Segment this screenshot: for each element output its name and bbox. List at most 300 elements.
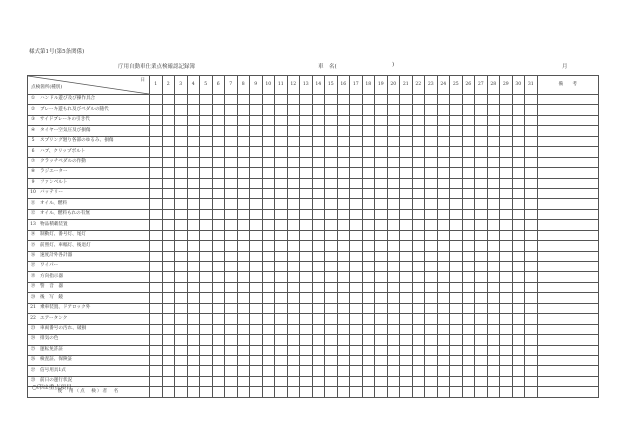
check-cell[interactable] [325, 178, 338, 188]
check-cell[interactable] [262, 209, 275, 219]
check-cell[interactable] [200, 178, 213, 188]
check-cell[interactable] [250, 241, 263, 251]
check-cell[interactable] [387, 282, 400, 292]
check-cell[interactable] [237, 376, 250, 386]
check-cell[interactable] [237, 178, 250, 188]
check-cell[interactable] [525, 230, 538, 240]
check-cell[interactable] [425, 157, 438, 167]
check-cell[interactable] [187, 95, 200, 105]
check-cell[interactable] [187, 251, 200, 261]
check-cell[interactable] [162, 209, 175, 219]
check-cell[interactable] [362, 272, 375, 282]
check-cell[interactable] [187, 345, 200, 355]
check-cell[interactable] [512, 95, 525, 105]
check-cell[interactable] [437, 178, 450, 188]
check-cell[interactable] [487, 335, 500, 345]
check-cell[interactable] [287, 136, 300, 146]
check-cell[interactable] [425, 345, 438, 355]
check-cell[interactable] [175, 136, 188, 146]
check-cell[interactable] [337, 199, 350, 209]
check-cell[interactable] [325, 220, 338, 230]
check-cell[interactable] [437, 230, 450, 240]
check-cell[interactable] [150, 303, 163, 313]
check-cell[interactable] [150, 220, 163, 230]
check-cell[interactable] [225, 147, 238, 157]
check-cell[interactable] [525, 178, 538, 188]
check-cell[interactable] [262, 262, 275, 272]
check-cell[interactable] [450, 95, 463, 105]
check-cell[interactable] [450, 199, 463, 209]
check-cell[interactable] [212, 345, 225, 355]
check-cell[interactable] [200, 293, 213, 303]
check-cell[interactable] [300, 345, 313, 355]
check-cell[interactable] [425, 303, 438, 313]
check-cell[interactable] [250, 303, 263, 313]
check-cell[interactable] [325, 95, 338, 105]
check-cell[interactable] [275, 262, 288, 272]
inspector-signature-cell[interactable] [412, 387, 425, 397]
check-cell[interactable] [525, 241, 538, 251]
check-cell[interactable] [175, 178, 188, 188]
check-cell[interactable] [262, 115, 275, 125]
check-cell[interactable] [325, 303, 338, 313]
check-cell[interactable] [150, 147, 163, 157]
check-cell[interactable] [387, 188, 400, 198]
check-cell[interactable] [212, 209, 225, 219]
check-cell[interactable] [375, 262, 388, 272]
check-cell[interactable] [512, 376, 525, 386]
check-cell[interactable] [387, 157, 400, 167]
check-cell[interactable] [225, 241, 238, 251]
check-cell[interactable] [500, 168, 513, 178]
check-cell[interactable] [412, 366, 425, 376]
check-cell[interactable] [325, 126, 338, 136]
remarks-cell[interactable] [537, 157, 599, 167]
check-cell[interactable] [287, 324, 300, 334]
check-cell[interactable] [512, 262, 525, 272]
check-cell[interactable] [450, 157, 463, 167]
inspector-signature-cell[interactable] [475, 387, 488, 397]
check-cell[interactable] [162, 262, 175, 272]
check-cell[interactable] [325, 105, 338, 115]
check-cell[interactable] [450, 147, 463, 157]
check-cell[interactable] [175, 115, 188, 125]
check-cell[interactable] [412, 345, 425, 355]
check-cell[interactable] [487, 303, 500, 313]
check-cell[interactable] [462, 168, 475, 178]
check-cell[interactable] [250, 262, 263, 272]
check-cell[interactable] [312, 105, 325, 115]
check-cell[interactable] [150, 157, 163, 167]
check-cell[interactable] [462, 324, 475, 334]
check-cell[interactable] [350, 376, 363, 386]
check-cell[interactable] [350, 126, 363, 136]
inspector-signature-cell[interactable] [525, 387, 538, 397]
check-cell[interactable] [187, 282, 200, 292]
check-cell[interactable] [400, 178, 413, 188]
check-cell[interactable] [162, 136, 175, 146]
check-cell[interactable] [437, 366, 450, 376]
check-cell[interactable] [437, 262, 450, 272]
check-cell[interactable] [262, 199, 275, 209]
check-cell[interactable] [375, 272, 388, 282]
check-cell[interactable] [175, 251, 188, 261]
check-cell[interactable] [500, 335, 513, 345]
check-cell[interactable] [250, 199, 263, 209]
check-cell[interactable] [387, 220, 400, 230]
check-cell[interactable] [450, 241, 463, 251]
check-cell[interactable] [425, 126, 438, 136]
check-cell[interactable] [187, 272, 200, 282]
check-cell[interactable] [350, 324, 363, 334]
check-cell[interactable] [412, 335, 425, 345]
check-cell[interactable] [162, 355, 175, 365]
check-cell[interactable] [250, 272, 263, 282]
check-cell[interactable] [200, 168, 213, 178]
check-cell[interactable] [262, 355, 275, 365]
check-cell[interactable] [425, 147, 438, 157]
check-cell[interactable] [487, 272, 500, 282]
check-cell[interactable] [175, 272, 188, 282]
check-cell[interactable] [500, 241, 513, 251]
check-cell[interactable] [162, 345, 175, 355]
check-cell[interactable] [200, 126, 213, 136]
check-cell[interactable] [525, 168, 538, 178]
check-cell[interactable] [162, 147, 175, 157]
check-cell[interactable] [237, 188, 250, 198]
check-cell[interactable] [437, 168, 450, 178]
check-cell[interactable] [212, 199, 225, 209]
check-cell[interactable] [350, 115, 363, 125]
check-cell[interactable] [400, 126, 413, 136]
check-cell[interactable] [287, 105, 300, 115]
remarks-cell[interactable] [537, 262, 599, 272]
check-cell[interactable] [250, 188, 263, 198]
check-cell[interactable] [375, 147, 388, 157]
check-cell[interactable] [337, 355, 350, 365]
check-cell[interactable] [412, 95, 425, 105]
check-cell[interactable] [162, 282, 175, 292]
check-cell[interactable] [200, 157, 213, 167]
check-cell[interactable] [525, 188, 538, 198]
check-cell[interactable] [475, 262, 488, 272]
check-cell[interactable] [412, 230, 425, 240]
check-cell[interactable] [462, 115, 475, 125]
check-cell[interactable] [262, 303, 275, 313]
check-cell[interactable] [362, 262, 375, 272]
check-cell[interactable] [150, 126, 163, 136]
check-cell[interactable] [475, 293, 488, 303]
check-cell[interactable] [512, 282, 525, 292]
check-cell[interactable] [525, 157, 538, 167]
check-cell[interactable] [200, 345, 213, 355]
check-cell[interactable] [437, 272, 450, 282]
check-cell[interactable] [375, 303, 388, 313]
check-cell[interactable] [287, 282, 300, 292]
check-cell[interactable] [287, 251, 300, 261]
check-cell[interactable] [412, 209, 425, 219]
check-cell[interactable] [175, 168, 188, 178]
check-cell[interactable] [212, 95, 225, 105]
check-cell[interactable] [400, 251, 413, 261]
check-cell[interactable] [187, 366, 200, 376]
check-cell[interactable] [275, 220, 288, 230]
check-cell[interactable] [362, 345, 375, 355]
check-cell[interactable] [362, 168, 375, 178]
check-cell[interactable] [237, 147, 250, 157]
check-cell[interactable] [525, 282, 538, 292]
check-cell[interactable] [412, 293, 425, 303]
check-cell[interactable] [525, 105, 538, 115]
check-cell[interactable] [375, 241, 388, 251]
check-cell[interactable] [362, 147, 375, 157]
check-cell[interactable] [512, 314, 525, 324]
check-cell[interactable] [462, 303, 475, 313]
check-cell[interactable] [225, 115, 238, 125]
check-cell[interactable] [300, 105, 313, 115]
check-cell[interactable] [250, 230, 263, 240]
check-cell[interactable] [150, 105, 163, 115]
check-cell[interactable] [462, 376, 475, 386]
check-cell[interactable] [312, 376, 325, 386]
check-cell[interactable] [387, 376, 400, 386]
check-cell[interactable] [375, 324, 388, 334]
check-cell[interactable] [512, 241, 525, 251]
check-cell[interactable] [237, 314, 250, 324]
check-cell[interactable] [500, 220, 513, 230]
check-cell[interactable] [437, 335, 450, 345]
check-cell[interactable] [325, 272, 338, 282]
check-cell[interactable] [475, 126, 488, 136]
remarks-cell[interactable] [537, 376, 599, 386]
check-cell[interactable] [225, 209, 238, 219]
check-cell[interactable] [525, 272, 538, 282]
check-cell[interactable] [475, 105, 488, 115]
check-cell[interactable] [275, 241, 288, 251]
check-cell[interactable] [262, 136, 275, 146]
check-cell[interactable] [425, 324, 438, 334]
check-cell[interactable] [200, 282, 213, 292]
check-cell[interactable] [375, 251, 388, 261]
check-cell[interactable] [262, 272, 275, 282]
check-cell[interactable] [250, 168, 263, 178]
check-cell[interactable] [212, 314, 225, 324]
check-cell[interactable] [212, 272, 225, 282]
check-cell[interactable] [287, 272, 300, 282]
check-cell[interactable] [225, 251, 238, 261]
check-cell[interactable] [412, 262, 425, 272]
check-cell[interactable] [412, 220, 425, 230]
check-cell[interactable] [250, 324, 263, 334]
check-cell[interactable] [337, 241, 350, 251]
check-cell[interactable] [237, 324, 250, 334]
check-cell[interactable] [487, 376, 500, 386]
check-cell[interactable] [400, 303, 413, 313]
remarks-cell[interactable] [537, 324, 599, 334]
remarks-cell[interactable] [537, 168, 599, 178]
check-cell[interactable] [462, 147, 475, 157]
check-cell[interactable] [500, 262, 513, 272]
check-cell[interactable] [412, 178, 425, 188]
check-cell[interactable] [212, 335, 225, 345]
check-cell[interactable] [300, 272, 313, 282]
check-cell[interactable] [150, 241, 163, 251]
check-cell[interactable] [475, 282, 488, 292]
check-cell[interactable] [462, 178, 475, 188]
remarks-cell[interactable] [537, 314, 599, 324]
check-cell[interactable] [175, 376, 188, 386]
check-cell[interactable] [487, 220, 500, 230]
check-cell[interactable] [412, 168, 425, 178]
check-cell[interactable] [312, 168, 325, 178]
check-cell[interactable] [400, 376, 413, 386]
check-cell[interactable] [500, 293, 513, 303]
check-cell[interactable] [400, 345, 413, 355]
check-cell[interactable] [175, 262, 188, 272]
check-cell[interactable] [187, 355, 200, 365]
check-cell[interactable] [312, 282, 325, 292]
check-cell[interactable] [512, 199, 525, 209]
check-cell[interactable] [500, 282, 513, 292]
check-cell[interactable] [237, 126, 250, 136]
check-cell[interactable] [237, 220, 250, 230]
check-cell[interactable] [412, 115, 425, 125]
check-cell[interactable] [425, 251, 438, 261]
inspector-signature-cell[interactable] [262, 387, 275, 397]
check-cell[interactable] [200, 230, 213, 240]
check-cell[interactable] [262, 168, 275, 178]
check-cell[interactable] [225, 105, 238, 115]
check-cell[interactable] [337, 314, 350, 324]
remarks-cell[interactable] [537, 126, 599, 136]
check-cell[interactable] [450, 251, 463, 261]
check-cell[interactable] [237, 335, 250, 345]
check-cell[interactable] [262, 126, 275, 136]
check-cell[interactable] [500, 230, 513, 240]
check-cell[interactable] [375, 209, 388, 219]
check-cell[interactable] [437, 209, 450, 219]
check-cell[interactable] [375, 345, 388, 355]
check-cell[interactable] [337, 272, 350, 282]
remarks-cell[interactable] [537, 178, 599, 188]
check-cell[interactable] [300, 293, 313, 303]
check-cell[interactable] [475, 376, 488, 386]
check-cell[interactable] [162, 157, 175, 167]
check-cell[interactable] [175, 303, 188, 313]
check-cell[interactable] [387, 262, 400, 272]
inspector-signature-cell[interactable] [150, 387, 163, 397]
check-cell[interactable] [375, 366, 388, 376]
check-cell[interactable] [300, 251, 313, 261]
check-cell[interactable] [387, 136, 400, 146]
check-cell[interactable] [437, 314, 450, 324]
check-cell[interactable] [362, 335, 375, 345]
check-cell[interactable] [275, 209, 288, 219]
check-cell[interactable] [500, 314, 513, 324]
check-cell[interactable] [225, 293, 238, 303]
remarks-cell[interactable] [537, 241, 599, 251]
check-cell[interactable] [150, 168, 163, 178]
check-cell[interactable] [162, 366, 175, 376]
check-cell[interactable] [175, 366, 188, 376]
check-cell[interactable] [450, 220, 463, 230]
check-cell[interactable] [200, 241, 213, 251]
check-cell[interactable] [475, 366, 488, 376]
inspector-signature-cell[interactable] [200, 387, 213, 397]
check-cell[interactable] [375, 157, 388, 167]
remarks-cell[interactable] [537, 303, 599, 313]
check-cell[interactable] [200, 95, 213, 105]
check-cell[interactable] [512, 324, 525, 334]
check-cell[interactable] [462, 366, 475, 376]
check-cell[interactable] [150, 345, 163, 355]
check-cell[interactable] [200, 376, 213, 386]
check-cell[interactable] [437, 105, 450, 115]
check-cell[interactable] [487, 282, 500, 292]
check-cell[interactable] [325, 147, 338, 157]
check-cell[interactable] [187, 147, 200, 157]
check-cell[interactable] [200, 272, 213, 282]
check-cell[interactable] [512, 220, 525, 230]
check-cell[interactable] [287, 262, 300, 272]
check-cell[interactable] [400, 272, 413, 282]
check-cell[interactable] [312, 241, 325, 251]
check-cell[interactable] [187, 136, 200, 146]
check-cell[interactable] [250, 126, 263, 136]
check-cell[interactable] [300, 126, 313, 136]
check-cell[interactable] [300, 136, 313, 146]
check-cell[interactable] [475, 241, 488, 251]
check-cell[interactable] [162, 230, 175, 240]
check-cell[interactable] [350, 220, 363, 230]
check-cell[interactable] [387, 168, 400, 178]
check-cell[interactable] [325, 168, 338, 178]
check-cell[interactable] [175, 147, 188, 157]
check-cell[interactable] [362, 105, 375, 115]
check-cell[interactable] [150, 115, 163, 125]
check-cell[interactable] [250, 147, 263, 157]
check-cell[interactable] [475, 230, 488, 240]
check-cell[interactable] [475, 303, 488, 313]
check-cell[interactable] [450, 230, 463, 240]
check-cell[interactable] [187, 209, 200, 219]
check-cell[interactable] [512, 272, 525, 282]
check-cell[interactable] [387, 303, 400, 313]
check-cell[interactable] [437, 147, 450, 157]
check-cell[interactable] [300, 366, 313, 376]
check-cell[interactable] [200, 115, 213, 125]
check-cell[interactable] [425, 188, 438, 198]
check-cell[interactable] [400, 136, 413, 146]
inspector-signature-cell[interactable] [425, 387, 438, 397]
check-cell[interactable] [325, 282, 338, 292]
check-cell[interactable] [212, 241, 225, 251]
check-cell[interactable] [200, 199, 213, 209]
check-cell[interactable] [512, 147, 525, 157]
check-cell[interactable] [525, 147, 538, 157]
check-cell[interactable] [275, 324, 288, 334]
remarks-cell[interactable] [537, 136, 599, 146]
check-cell[interactable] [262, 105, 275, 115]
check-cell[interactable] [512, 126, 525, 136]
remarks-cell[interactable] [537, 209, 599, 219]
check-cell[interactable] [287, 157, 300, 167]
check-cell[interactable] [512, 230, 525, 240]
check-cell[interactable] [225, 324, 238, 334]
check-cell[interactable] [412, 376, 425, 386]
check-cell[interactable] [412, 251, 425, 261]
check-cell[interactable] [262, 314, 275, 324]
